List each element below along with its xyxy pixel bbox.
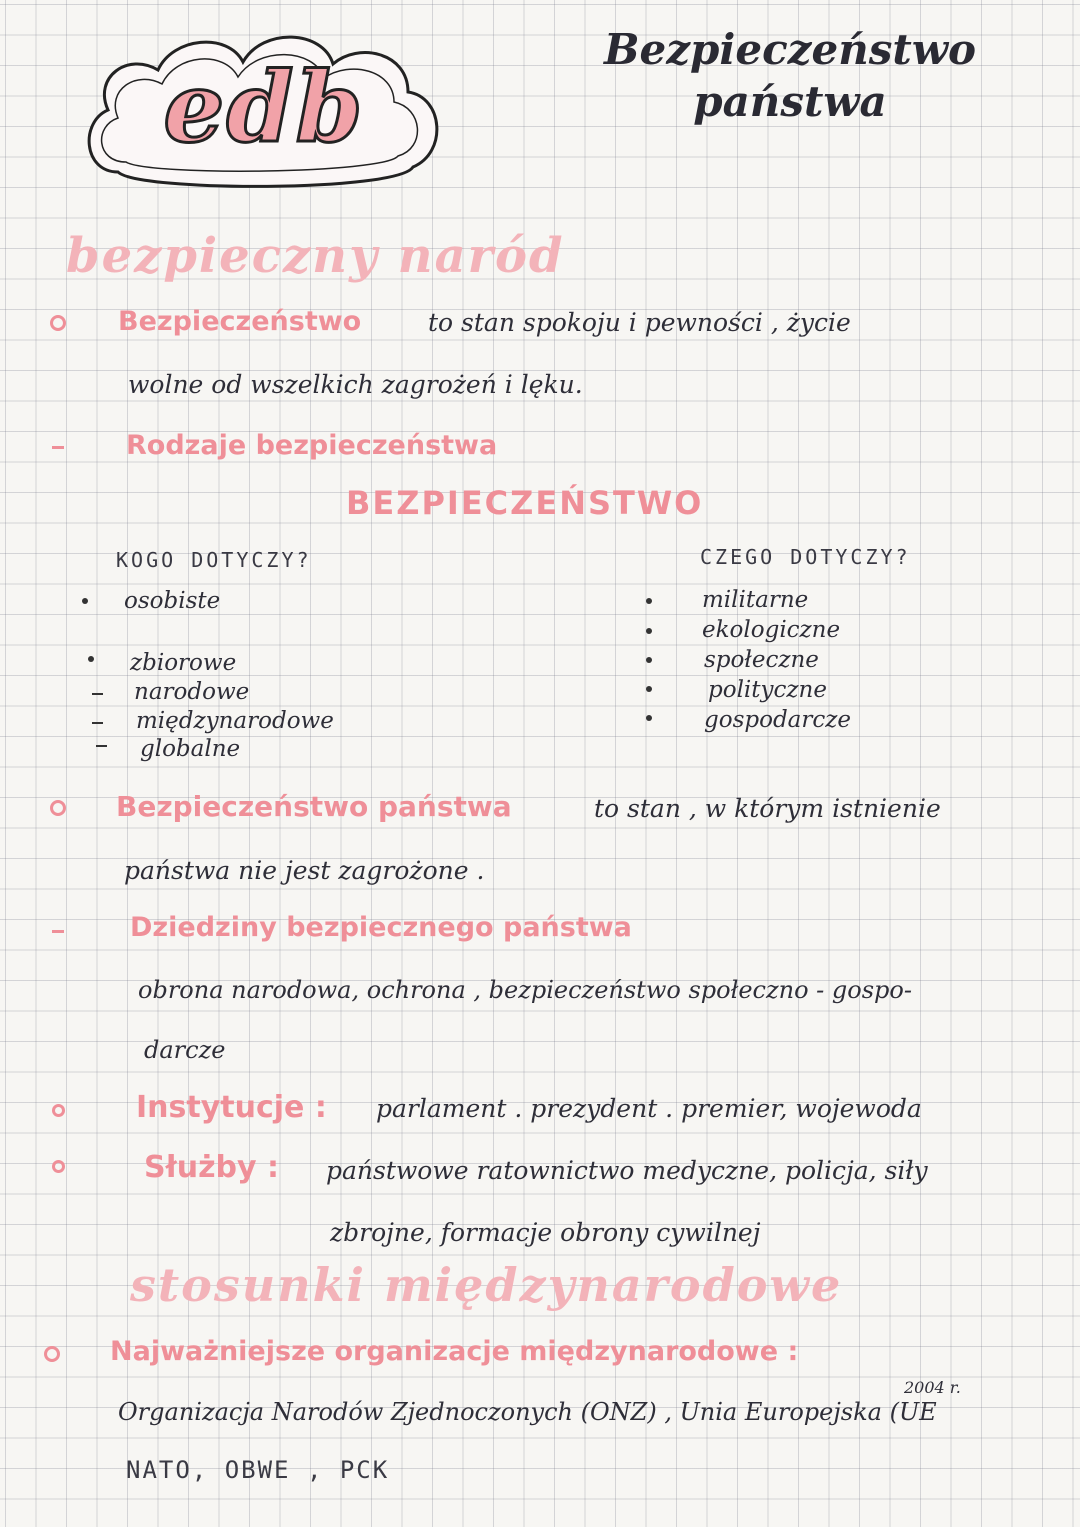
right-list-item: ekologiczne: [702, 617, 841, 643]
organizations-heading: Najważniejsze organizacje międzynarodowe :: [110, 1336, 799, 1367]
dot-bullet-icon: [646, 657, 652, 663]
right-list-item: militarne: [702, 587, 809, 613]
section-heading-1: bezpieczny naród: [66, 228, 565, 284]
left-list-item: międzynarodowe: [136, 708, 334, 734]
dash-bullet-icon: [52, 446, 64, 449]
organizations-line-2: NATO, OBWE , PCK: [126, 1456, 390, 1484]
left-list-item: zbiorowe: [130, 650, 237, 676]
right-list-item: społeczne: [704, 647, 819, 673]
page-title-line1: Bezpieczeństwo: [603, 25, 976, 74]
dash-bullet-icon: [92, 693, 103, 695]
domains-line-2: darcze: [144, 1036, 226, 1064]
section-heading-2: stosunki międzynarodowe: [130, 1258, 843, 1312]
institutions-text: parlament . prezydent . premier, wojewoda: [376, 1094, 922, 1123]
types-heading: Rodzaje bezpieczeństwa: [126, 430, 498, 461]
left-list-item: narodowe: [134, 679, 250, 705]
dot-bullet-icon: [82, 598, 88, 604]
state-security-term: Bezpieczeństwo państwa: [116, 790, 512, 823]
circle-bullet-icon: [50, 315, 66, 331]
domains-line-1: obrona narodowa, ochrona , bezpieczeństwo społeczno - gospo-: [138, 976, 912, 1004]
page-title-line2: państwa: [693, 77, 887, 126]
dot-bullet-icon: [88, 656, 94, 662]
circle-bullet-icon: [50, 800, 66, 816]
left-list-item: osobiste: [124, 588, 221, 614]
organizations-line-1: Organizacja Narodów Zjednoczonych (ONZ) , Unia Europejska (UE: [118, 1398, 937, 1426]
left-column-heading: KOGO DOTYCZY?: [116, 548, 312, 572]
right-column-heading: CZEGO DOTYCZY?: [700, 545, 911, 569]
definition-term: Bezpieczeństwo: [118, 306, 362, 337]
dot-bullet-icon: [646, 628, 652, 634]
services-line-2: zbrojne, formacje obrony cywilnej: [330, 1218, 761, 1247]
center-heading: BEZPIECZEŃSTWO: [346, 484, 704, 522]
definition-line-2: wolne od wszelkich zagrożeń i lęku.: [128, 370, 583, 399]
domains-heading: Dziedziny bezpiecznego państwa: [130, 912, 632, 943]
institutions-label: Instytucje :: [136, 1090, 327, 1125]
organizations-note: 2004 r.: [904, 1378, 961, 1397]
state-security-line-2: państwa nie jest zagrożone .: [124, 856, 485, 885]
dot-bullet-icon: [646, 598, 652, 604]
right-list-item: gospodarcze: [704, 707, 851, 733]
logo: [78, 22, 450, 192]
dot-bullet-icon: [646, 715, 652, 721]
dash-bullet-icon: [52, 930, 64, 933]
dot-bullet-icon: [646, 686, 652, 692]
services-label: Służby :: [144, 1150, 280, 1185]
left-list-item: globalne: [140, 736, 241, 762]
services-line-1: państwowe ratownictwo medyczne, policja, siły: [326, 1156, 928, 1185]
circle-bullet-icon: [52, 1160, 65, 1173]
dash-bullet-icon: [92, 722, 103, 724]
definition-line-1: to stan spokoju i pewności , życie: [428, 308, 851, 337]
circle-bullet-icon: [52, 1104, 65, 1117]
logo-text: edb: [163, 50, 365, 164]
right-list-item: polityczne: [708, 677, 827, 703]
state-security-line-1: to stan , w którym istnienie: [594, 794, 941, 823]
dash-bullet-icon: [96, 745, 107, 747]
circle-bullet-icon: [44, 1346, 60, 1362]
